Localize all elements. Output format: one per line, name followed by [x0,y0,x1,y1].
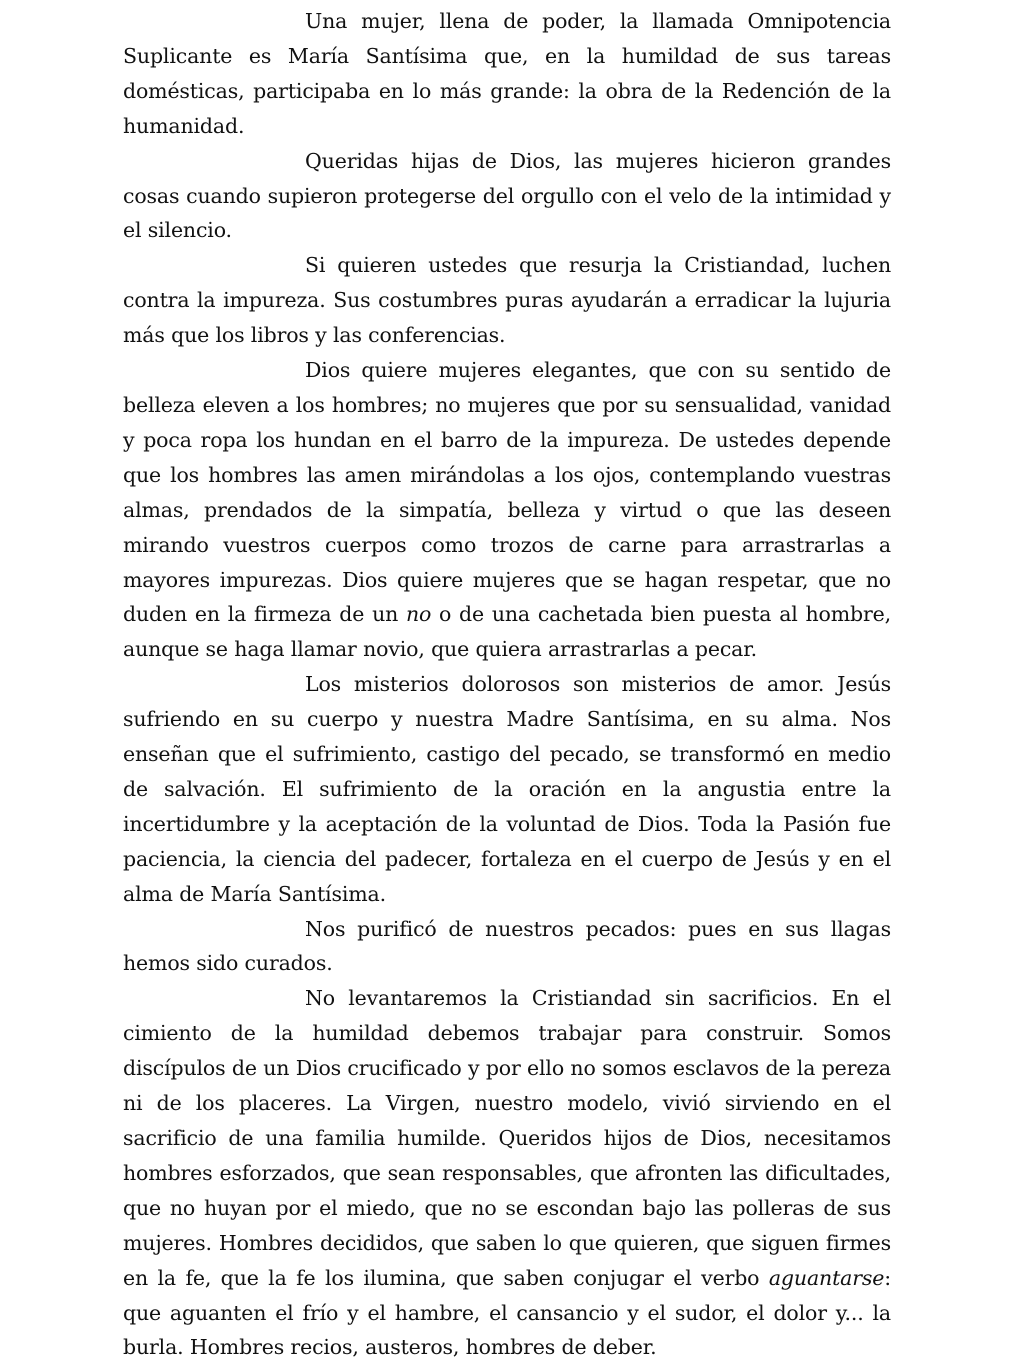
paragraph [123,981,891,1365]
document-body [123,4,891,1365]
paragraph-text: Queridas hijas de Dios, las mujeres hicieron grandes cosas cuando supieron protegerse del orgullo con el velo de la intimidad y el silencio. [123,148,891,243]
paragraph-text: No levantaremos la Cristiandad sin sacrificios. En el cimiento de la humildad debemos trabajar para construir. Somos discípulos de un Dios crucificado y por ello no somos esclavos de la pereza ni de los placeres. La Virgen, nuestro modelo, vivió sirviendo en el sacrificio de una familia humilde. Queridos hijos de Dios, necesitamos hombres esforzados, que sean responsables, que afronten las dificultades, que no huyan por el miedo, que no se escondan bajo las polleras de sus mujeres. Hombres decididos, que saben lo que quieren, que siguen firmes en la fe, que la fe los ilumina, que saben conjugar el verbo [123,986,891,1290]
paragraph-text: Una mujer, llena de poder, la llamada Omnipotencia Suplicante es María Santísima que, en la humildad de sus tareas domésticas, participaba en lo más grande: la obra de la Redención de la humanidad. [123,9,891,138]
paragraph [123,667,891,911]
italic-emphasis: aguantarse [768,1265,885,1290]
paragraph-text: o de una cachetada bien puesta al hombre, aunque se haga llamar novio, que quiera arrastrarlas a pecar. [123,602,891,662]
italic-emphasis: no [405,602,432,627]
paragraph [123,4,891,144]
paragraph [123,248,891,353]
paragraph-text: Nos purificó de nuestros pecados: pues en sus llagas hemos sido curados. [123,916,891,976]
paragraph-text: : que aguanten el frío y el hambre, el cansancio y el sudor, el dolor y... la burla. Hombres recios, austeros, hombres de deber. [123,1265,891,1360]
paragraph [123,144,891,249]
paragraph-text: Los misterios dolorosos son misterios de amor. Jesús sufriendo en su cuerpo y nuestra Madre Santísima, en su alma. Nos enseñan que el sufrimiento, castigo del pecado, se transformó en medio de salvación. El sufrimiento de la oración en la angustia entre la incertidumbre y la aceptación de la voluntad de Dios. Toda la Pasión fue paciencia, la ciencia del padecer, fortaleza en el cuerpo de Jesús y en el alma de María Santísima. [123,672,891,906]
paragraph [123,353,891,667]
paragraph-text: Dios quiere mujeres elegantes, que con su sentido de belleza eleven a los hombres; no mujeres que por su sensualidad, vanidad y poca ropa los hundan en el barro de la impureza. De ustedes depende que los hombres las amen mirándolas a los ojos, contemplando vuestras almas, prendados de la simpatía, belleza y virtud o que las deseen mirando vuestros cuerpos como trozos de carne para arrastrarlas a mayores impurezas. Dios quiere mujeres que se hagan respetar, que no duden en la firmeza de un [123,358,891,627]
paragraph-text: Si quieren ustedes que resurja la Cristiandad, luchen contra la impureza. Sus costumbres puras ayudarán a erradicar la lujuria más que los libros y las conferencias. [123,253,891,348]
paragraph [123,912,891,982]
